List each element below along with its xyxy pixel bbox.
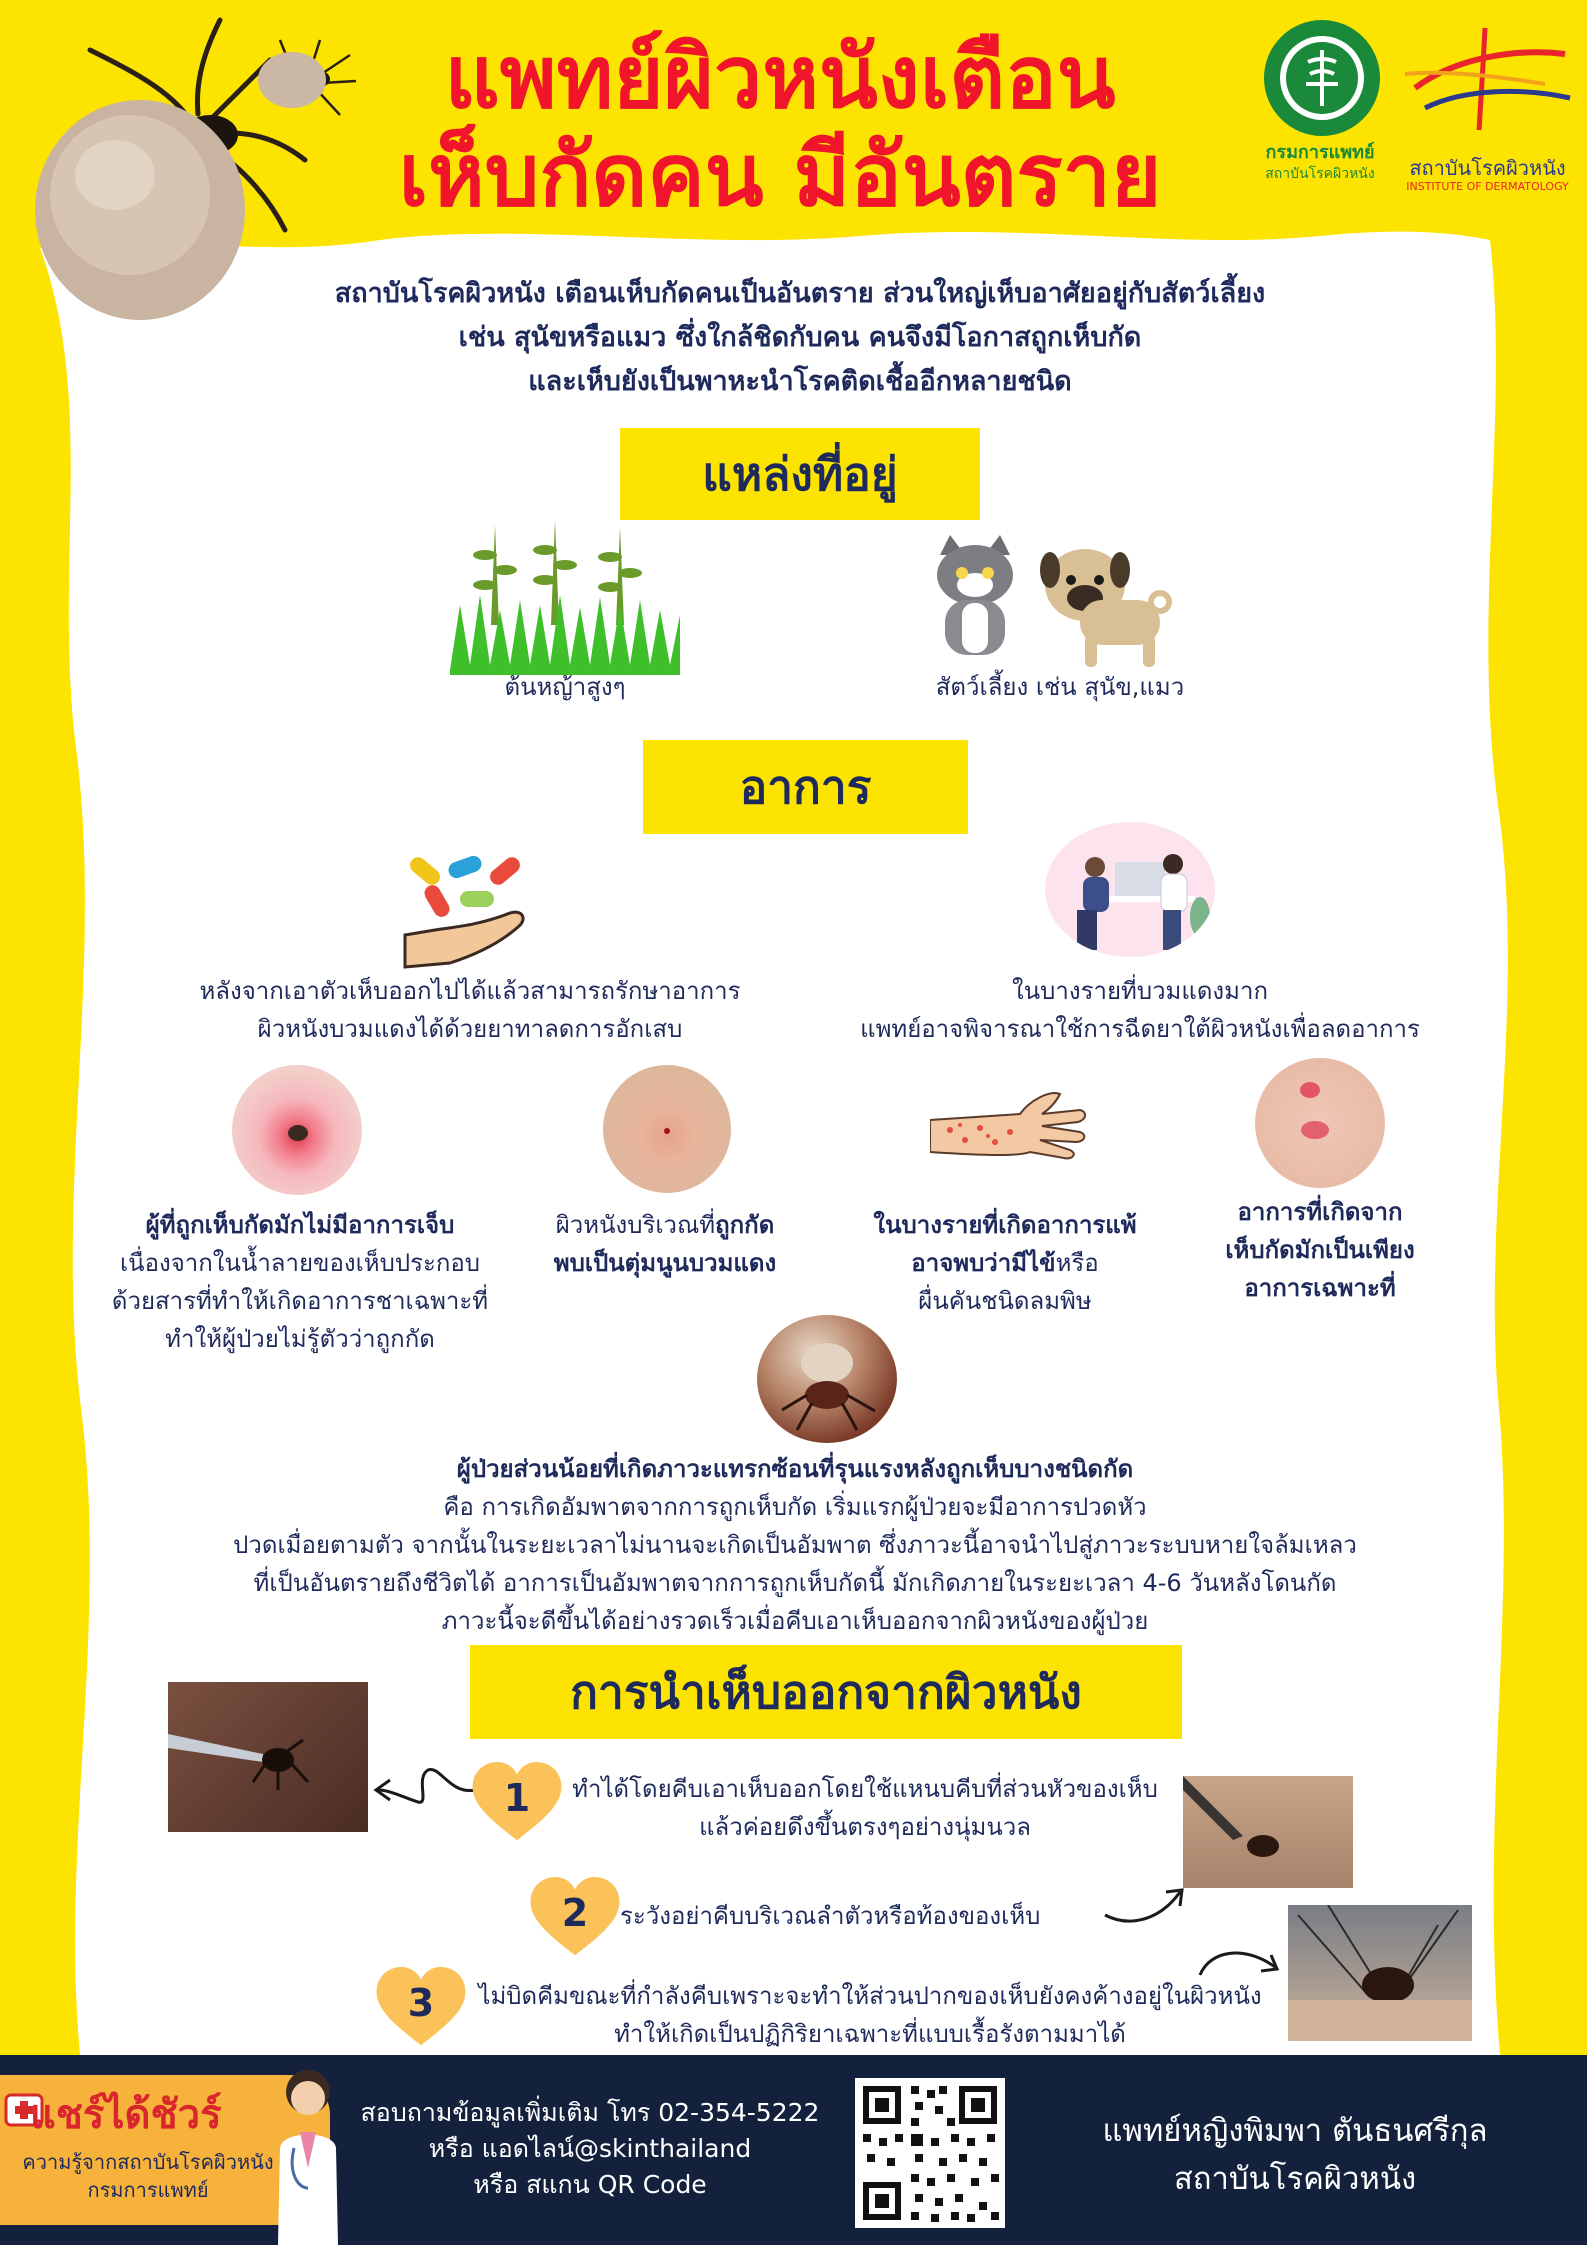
dog-icon xyxy=(1035,540,1175,670)
symptom-2-bold-2: พบเป็นตุ่มนูนบวมแดง xyxy=(553,1249,777,1277)
symptoms-heading: อาการ xyxy=(643,740,968,834)
symptom-2-text xyxy=(500,1206,830,1282)
doctor-credit xyxy=(1040,2107,1550,2203)
severe-heading: ผู้ป่วยส่วนน้อยที่เกิดภาวะแทรกซ้อนที่รุนแรงหลังถูกเห็บบางชนิดกัด xyxy=(456,1455,1134,1483)
symptom-4-text xyxy=(1170,1193,1470,1307)
severe-line-5: ภาวะนี้จะดีขึ้นได้อย่างรวดเร็วเมื่อคีบเอาเห็บออกจากผิวหนังของผู้ป่วย xyxy=(441,1607,1149,1635)
doctor-avatar xyxy=(268,2058,348,2245)
severe-line-3: ปวดเมื่อยตามตัว จากนั้นในระยะเวลาไม่นานจะเกิดเป็นอัมพาต ซึ่งภาวะนี้อาจนำไปสู่ภาวะระบบหายใจล้มเหลว xyxy=(233,1531,1357,1559)
share-brand-sub-1: ความรู้จากสถาบันโรคผิวหนัง xyxy=(22,2150,274,2174)
symptom-4-line-1: อาการที่เกิดจาก xyxy=(1237,1198,1403,1226)
tick-in-skin-photo xyxy=(1288,1905,1472,2041)
doctor-name: แพทย์หญิงพิมพา ตันธนศรีกุล xyxy=(1102,2113,1488,2149)
arrow-left-icon xyxy=(370,1760,480,1820)
ministry-seal-logo xyxy=(1262,18,1382,138)
tick-bite-photo-2 xyxy=(603,1065,731,1193)
pets-label: สัตว์เลี้ยง เช่น สุนัข,แมว xyxy=(935,673,1185,701)
cat-icon xyxy=(920,535,1030,660)
doctor-consultation-image xyxy=(1045,822,1215,957)
intro-line-1: สถาบันโรคผิวหนัง เตือนเห็บกัดคนเป็นอันตราย ส่วนใหญ่เห็บอาศัยอยู่กับสัตว์เลี้ยง xyxy=(334,278,1266,309)
institute-logo-th: สถาบันโรคผิวหนัง xyxy=(1409,156,1566,180)
symptom-1-heading: ผู้ที่ถูกเห็บกัดมักไม่มีอาการเจ็บ xyxy=(145,1211,455,1239)
share-brand-sub-2: กรมการแพทย์ xyxy=(87,2178,209,2202)
contact-line-3: หรือ สแกน QR Code xyxy=(473,2170,707,2199)
medicine-hand-icon xyxy=(400,855,530,975)
tweezers-removal-photo xyxy=(168,1682,368,1832)
ministry-logo-sub: สถาบันโรคผิวหนัง xyxy=(1265,166,1375,182)
tweezers-tick-photo xyxy=(1183,1776,1353,1888)
step-1-line-1: ทำได้โดยคีบเอาเห็บออกโดยใช้แหนบคีบที่ส่วนหัวของเห็บ xyxy=(572,1775,1158,1803)
symptom-1-line-2: เนื่องจากในน้ำลายของเห็บประกอบ xyxy=(119,1249,481,1277)
symptom-2-prefix: ผิวหนังบริเวณที่ xyxy=(555,1211,716,1239)
share-brand-title: แชร์ได้ชัวร์ xyxy=(30,2092,222,2138)
step-1-text xyxy=(555,1770,1175,1846)
severe-line-2: คือ การเกิดอัมพาตจากการถูกเห็บกัด เริ่มแรกผู้ป่วยจะมีอาการปวดหัว xyxy=(443,1493,1147,1521)
symptom-3-line-3: ผื่นคันชนิดลมพิษ xyxy=(918,1287,1092,1315)
habitat-heading: แหล่งที่อยู่ xyxy=(620,428,980,520)
skin-redness-photo xyxy=(1255,1058,1385,1188)
qr-code-icon[interactable] xyxy=(855,2078,1005,2228)
tick-bite-photo-1 xyxy=(232,1065,362,1195)
treatment-right-text xyxy=(800,972,1480,1048)
symptom-3-bold-2: อาจพบว่ามีไข้ xyxy=(911,1249,1056,1277)
arrow-right-icon xyxy=(1100,1880,1190,1930)
grass-label: ต้นหญ้าสูงๆ xyxy=(504,673,626,701)
removal-heading: การนำเห็บออกจากผิวหนัง xyxy=(470,1645,1182,1739)
symptom-3-bold-1: ในบางรายที่เกิดอาการแพ้ xyxy=(873,1211,1137,1239)
step-1-number: 1 xyxy=(503,1776,531,1820)
symptom-1-text xyxy=(90,1206,510,1358)
step-2-number: 2 xyxy=(561,1891,589,1935)
step-3-line-1: ไม่บิดคีมขณะที่กำลังคีบเพราะจะทำให้ส่วนปากของเห็บยังคงค้างอยู่ในผิวหนัง xyxy=(478,1982,1262,2010)
intro-line-3: และเห็บยังเป็นพาหะนำโรคติดเชื้ออีกหลายชนิด xyxy=(528,366,1072,397)
severe-complication-text xyxy=(150,1450,1440,1640)
symptom-4-line-3: อาการเฉพาะที่ xyxy=(1244,1274,1396,1302)
intro-line-2: เช่น สุนัขหรือแมว ซึ่งใกล้ชิดกับคน คนจึงมีโอกาสถูกเห็บกัด xyxy=(458,322,1142,353)
symptom-3-after: หรือ xyxy=(1055,1249,1099,1277)
step-2-line-1: ระวังอย่าคีบบริเวณลำตัวหรือท้องของเห็บ xyxy=(620,1902,1041,1930)
treatment-left-line-2: ผิวหนังบวมแดงได้ด้วยยาทาลดการอักเสบ xyxy=(257,1015,683,1043)
title-line-1: แพทย์ผิวหนังเตือน xyxy=(444,28,1116,128)
step-3-number: 3 xyxy=(407,1981,435,2025)
contact-info xyxy=(350,2095,830,2203)
treatment-left-text xyxy=(130,972,810,1048)
severe-line-4: ที่เป็นอันตรายถึงชีวิตได้ อาการเป็นอัมพาตจากการถูกเห็บกัดนี้ มักเกิดภายในระยะเวลา 4-6 วันหลังโดนกัด xyxy=(253,1569,1337,1597)
treatment-right-line-2: แพทย์อาจพิจารณาใช้การฉีดยาใต้ผิวหนังเพื่อลดอาการ xyxy=(860,1015,1420,1043)
symptom-4-line-2: เห็บกัดมักเป็นเพียง xyxy=(1225,1236,1415,1264)
symptom-1-line-4: ทำให้ผู้ป่วยไม่รู้ตัวว่าถูกกัด xyxy=(165,1325,435,1353)
grass-icon xyxy=(445,515,685,675)
intro-text xyxy=(180,272,1420,404)
symptom-1-line-3: ด้วยสารที่ทำให้เกิดอาการชาเฉพาะที่ xyxy=(111,1287,489,1315)
institute-logo-en: INSTITUTE OF DERMATOLOGY xyxy=(1406,180,1569,193)
step-3-line-2: ทำให้เกิดเป็นปฏิกิริยาเฉพาะที่แบบเรื้อรังตามมาได้ xyxy=(614,2020,1126,2048)
contact-line-1: สอบถามข้อมูลเพิ่มเติม โทร 02-354-5222 xyxy=(360,2098,820,2127)
contact-line-2: หรือ แอดไลน์@skinthailand xyxy=(428,2134,752,2163)
ticks-cluster-photo xyxy=(757,1315,897,1443)
ministry-logo-name: กรมการแพทย์ xyxy=(1265,142,1375,163)
step-1-line-2: แล้วค่อยดึงขึ้นตรงๆอย่างนุ่มนวล xyxy=(699,1813,1031,1841)
title-line-2: เห็บกัดคน มีอันตราย xyxy=(398,126,1162,226)
treatment-right-line-1: ในบางรายที่บวมแดงมาก xyxy=(1012,977,1268,1005)
symptom-2-bold-1: ถูกกัด xyxy=(715,1211,775,1239)
treatment-left-line-1: หลังจากเอาตัวเห็บออกไปได้แล้วสามารถรักษาอาการ xyxy=(199,977,741,1005)
doctor-institute: สถาบันโรคผิวหนัง xyxy=(1173,2161,1417,2197)
step-3-text xyxy=(455,1977,1285,2053)
institute-logo-mark xyxy=(1395,18,1575,138)
symptom-3-text xyxy=(840,1206,1170,1320)
rash-arm-icon xyxy=(930,1090,1090,1170)
